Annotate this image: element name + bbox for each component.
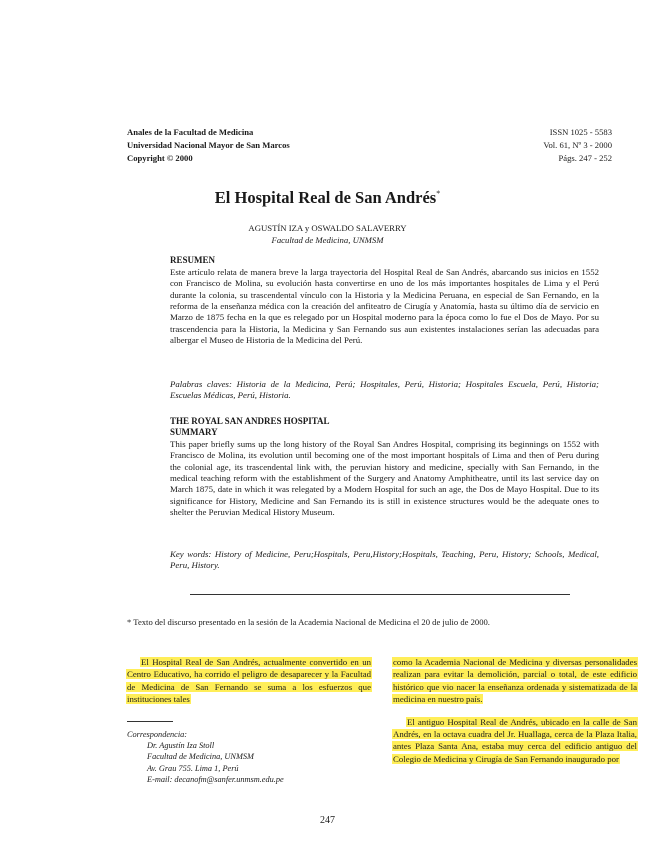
key-words: Key words: History of Medicine, Peru;Hospitals, Peru,History;Hospitals, Teaching, Peru, History; Schools, Medical, Peru, History.: [170, 549, 599, 571]
body-right-column: [392, 656, 638, 765]
correspondence-name: Dr. Agustín Iza Stoll: [147, 741, 215, 751]
correspondence-email: E-mail: decanofm@sanfer.unmsm.edu.pe: [147, 774, 284, 784]
university-name: Universidad Nacional Mayor de San Marcos: [127, 140, 290, 150]
highlighted-paragraph: El Hospital Real de San Andrés, actualmente convertido en un Centro Educativo, ha corrido el peligro de desaparecer y la Facultad de Medicina de San Fernando se suma a los esfuerzos que instituciones tales: [127, 657, 371, 705]
journal-header: [127, 126, 290, 165]
pages: Págs. 247 - 252: [558, 153, 612, 163]
issue-info: [543, 126, 612, 165]
summary-heading: SUMMARY: [170, 427, 218, 437]
correspondence-affiliation: Facultad de Medicina, UNMSM: [147, 752, 254, 762]
authors: AGUSTÍN IZA y OSWALDO SALAVERRY: [248, 223, 407, 233]
resumen-text: Este artículo relata de manera breve la larga trayectoria del Hospital Real de San Andrés, abarcando sus inicios en 1552 con Francisco de Molina, su evolución hasta convertirse en uno de los más importantes hospitales de Lima y el Perú durante la colonia, su trascendental vínculo con la Historia y la Medicina Peruana, en especial de San Fernando, en la reforma de la enseñanza médica con la creación del anfiteatro de Cirugía y Anatomía, hasta su último día de servicio en Marzo de 1875 fecha en la que es relegado por un Hospital moderno para la época como lo fue el Dos de Mayo. Por su trascendencia para la Historia, la Medicina y San Fernando sus aun existentes instalaciones serían las adecuadas para albergar el Museo de Historia de la Medicina del Perú.: [170, 267, 599, 346]
body-left-column: [126, 656, 372, 706]
english-title-heading: THE ROYAL SAN ANDRES HOSPITAL: [170, 416, 330, 426]
title-text: El Hospital Real de San Andrés: [214, 188, 437, 207]
separator-rule: [190, 594, 570, 595]
correspondence-block: [127, 729, 284, 785]
summary-text: This paper briefly sums up the long history of the Royal San Andres Hospital, comprising its beginnings on 1552 with Francisco de Molina, its evolution until becoming one of the most important hospitals of Lima and then of Peru during the colonial age, its trascendental link with, the peruvian history and medicine, specially with San Fernando, in the medical teaching reform with the establishment of the Surgery and Anatomy Amphitheatre, until its last service day on March 1875, date in which it was relegated by a Modern Hospital for such an age, the Dos de Mayo Hospital. Due to its significance for History, Medicine and San Fernando its is still in existence structures would be the adequate ones to shelter the Peruvian Medical History Museum.: [170, 439, 599, 518]
page-number: 247: [320, 815, 335, 826]
article-title: [0, 188, 655, 208]
copyright: Copyright © 2000: [127, 153, 193, 163]
resumen-heading: RESUMEN: [170, 255, 216, 265]
title-footnote: * Texto del discurso presentado en la sesión de la Academia Nacional de Medicina el 20 de julio de 2000.: [127, 617, 490, 627]
correspondence-address: Av. Grau 755. Lima 1, Perú: [147, 763, 239, 773]
title-footnote-mark: *: [436, 189, 441, 198]
highlighted-paragraph: El antiguo Hospital Real de Andrés, ubicado en la calle de San Andrés, en la octava cuadra del Jr. Huallaga, cerca de la Plaza Italia, antes Plaza Santa Ana, estaba muy cerca del edificio antiguo del Colegio de Medicina y Cirugía de San Fernando inaugurado por: [393, 716, 637, 764]
author-block: [0, 222, 655, 246]
volume: Vol. 61, Nº 3 - 2000: [543, 140, 612, 150]
journal-name: Anales de la Facultad de Medicina: [127, 127, 254, 137]
institution: Facultad de Medicina, UNMSM: [271, 235, 384, 245]
palabras-claves: Palabras claves: Historia de la Medicina, Perú; Hospitales, Perú, Historia; Hospitales Escuela, Perú, Historia; Escuelas Médicas, Perú, Historia.: [170, 379, 599, 401]
correspondence-label: Correspondencia:: [127, 730, 188, 739]
issn: ISSN 1025 - 5583: [549, 127, 612, 137]
highlighted-paragraph: como la Academia Nacional de Medicina y diversas personalidades realizan para evitar la demolición, parcial o total, de este edificio histórico que vio nacer la enseñanza ordenada y sistematizada de la medicina en nuestro país.: [393, 657, 637, 705]
correspondence-rule: [127, 721, 173, 722]
